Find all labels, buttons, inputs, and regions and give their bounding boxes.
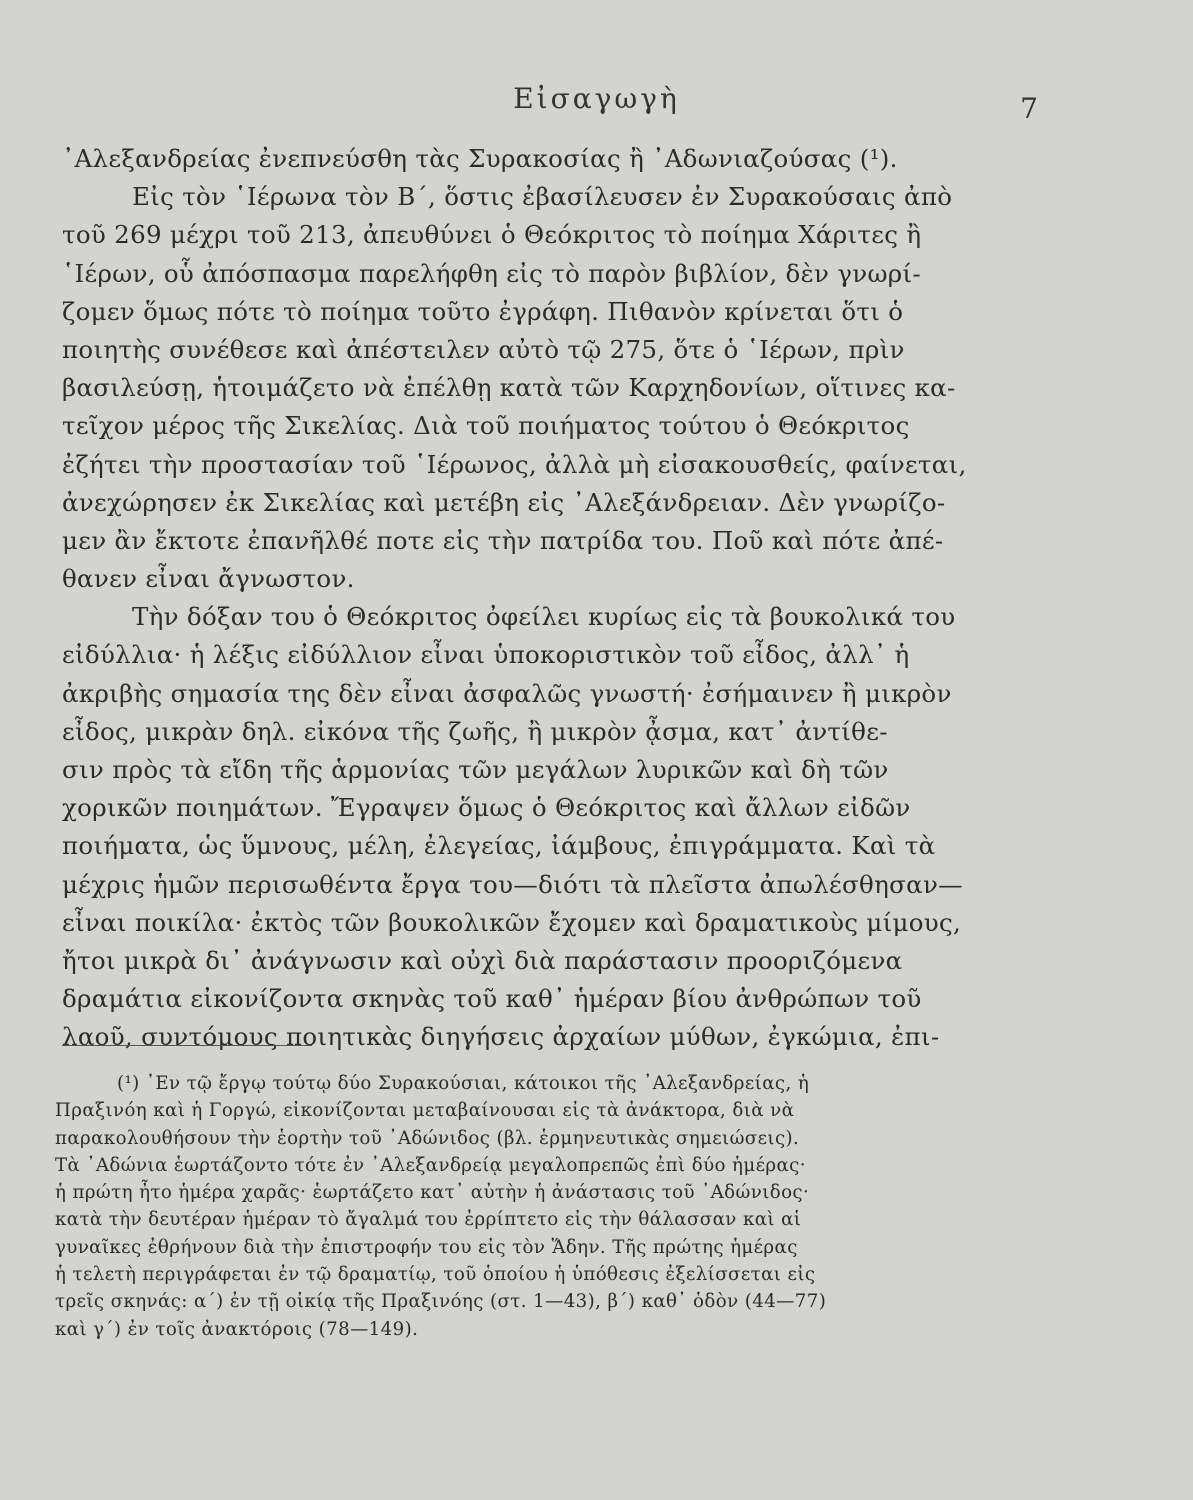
footnotes	[55, 1070, 1030, 1343]
page-number: 7	[1020, 92, 1038, 125]
body-line: χορικῶν ποιημάτων. Ἔγραψεν ὅμως ὁ Θεόκριτος καὶ ἄλλων εἰδῶν	[62, 793, 911, 823]
footnote-divider	[62, 1045, 312, 1046]
body-line: ἤτοι μικρὰ δι᾿ ἀνάγνωσιν καὶ οὐχὶ διὰ παράστασιν προοριζόμενα	[62, 945, 903, 975]
footnote-line: τρεῖς σκηνάς: α΄) ἐν τῇ οἰκίᾳ τῆς Πραξινόης (στ. 1—43), β΄) καθ᾿ ὁδὸν (44—77)	[55, 1291, 827, 1313]
body-line: ἐζήτει τὴν προστασίαν τοῦ ῾Ιέρωνος, ἀλλὰ μὴ εἰσακουσθείς, φαίνεται,	[62, 449, 967, 479]
body-line: εἶδος, μικρὰν δηλ. εἰκόνα τῆς ζωῆς, ἢ μικρὸν ᾆσμα, κατ᾿ ἀντίθε-	[62, 716, 888, 746]
body-line: μέχρις ἡμῶν περισωθέντα ἔργα του—διότι τὰ πλεῖστα ἀπωλέσθησαν—	[62, 869, 963, 899]
running-header: Εἰσαγωγὴ	[513, 82, 680, 115]
body-line: τεῖχον μέρος τῆς Σικελίας. Διὰ τοῦ ποιήματος τούτου ὁ Θεόκριτος	[62, 411, 910, 441]
footnote-line: ἡ τελετὴ περιγράφεται ἐν τῷ δραματίῳ, τοῦ ὁποίου ἡ ὑπόθεσις ἐξελίσσεται εἰς	[55, 1264, 816, 1286]
body-line: δραμάτια εἰκονίζοντα σκηνὰς τοῦ καθ᾿ ἡμέραν βίου ἀνθρώπων τοῦ	[62, 984, 922, 1014]
footnote-line: (¹) ᾿Εν τῷ ἔργῳ τούτῳ δύο Συρακούσιαι, κάτοικοι τῆς ᾿Αλεξανδρείας, ἡ	[117, 1073, 810, 1094]
footnote-line: καὶ γ΄) ἐν τοῖς ἀνακτόροις (78—149).	[55, 1318, 419, 1340]
body-line: ῾Ιέρων, οὗ ἀπόσπασμα παρελήφθη εἰς τὸ παρὸν βιβλίον, δὲν γνωρί-	[62, 258, 921, 288]
body-line: ᾿Αλεξανδρείας ἐνεπνεύσθη τὰς Συρακοσίας ἢ ᾿Αδωνιαζούσας (¹).	[62, 144, 898, 173]
body-line: μεν ἂν ἔκτοτε ἐπανῆλθέ ποτε εἰς τὴν πατρίδα του. Ποῦ καὶ πότε ἀπέ-	[62, 525, 944, 555]
body-text	[62, 140, 1037, 1057]
body-line: ἀνεχώρησεν ἐκ Σικελίας καὶ μετέβη εἰς ᾿Αλεξάνδρειαν. Δὲν γνωρίζο-	[62, 487, 946, 517]
body-line: βασιλεύσῃ, ἡτοιμάζετο νὰ ἐπέλθῃ κατὰ τῶν Καρχηδονίων, οἵτινες κα-	[62, 373, 956, 403]
footnote-line: ἡ πρώτη ἦτο ἡμέρα χαρᾶς· ἑωρτάζετο κατ᾿ αὐτὴν ἡ ἀνάστασις τοῦ ᾿Αδώνιδος·	[55, 1182, 810, 1204]
footnote-line: παρακολουθήσουν τὴν ἑορτὴν τοῦ ᾿Αδώνιδος (βλ. ἑρμηνευτικὰς σημειώσεις).	[55, 1127, 800, 1149]
body-line: ἀκριβὴς σημασία της δὲν εἶναι ἀσφαλῶς γνωστή· ἐσήμαινεν ἢ μικρὸν	[62, 678, 952, 708]
body-line: ζομεν ὅμως πότε τὸ ποίημα τοῦτο ἐγράφη. Πιθανὸν κρίνεται ὅτι ὁ	[62, 296, 904, 326]
body-line: ποιήματα, ὡς ὕμνους, μέλη, ἐλεγείας, ἰάμβους, ἐπιγράμματα. Καὶ τὰ	[62, 831, 936, 861]
body-line: εἰδύλλια· ἡ λέξις εἰδύλλιον εἶναι ὑποκοριστικὸν τοῦ εἶδος, ἀλλ᾿ ἡ	[62, 640, 910, 670]
footnote-line: Πραξινόη καὶ ἡ Γοργώ, εἰκονίζονται μεταβαίνουσαι εἰς τὰ ἀνάκτορα, διὰ νὰ	[55, 1100, 795, 1122]
body-line: Τὴν δόξαν του ὁ Θεόκριτος ὀφείλει κυρίως εἰς τὰ βουκολικά του	[132, 602, 956, 632]
body-line: σιν πρὸς τὰ εἴδη τῆς ἁρμονίας τῶν μεγάλων λυρικῶν καὶ δὴ τῶν	[62, 755, 889, 784]
footnote-line: γυναῖκες ἐθρήνουν διὰ τὴν ἐπιστροφήν του εἰς τὸν Ἅδην. Τῆς πρώτης ἡμέρας	[55, 1236, 798, 1258]
body-line: ποιητὴς συνέθεσε καὶ ἀπέστειλεν αὐτὸ τῷ 275, ὅτε ὁ ῾Ιέρων, πρὶν	[62, 334, 905, 364]
footnote-line: Τὰ ᾿Αδώνια ἑωρτάζοντο τότε ἐν ᾿Αλεξανδρείᾳ μεγαλοπρεπῶς ἐπὶ δύο ἡμέρας·	[55, 1154, 806, 1176]
body-line: εἶναι ποικίλα· ἐκτὸς τῶν βουκολικῶν ἔχομεν καὶ δραματικοὺς μίμους,	[62, 907, 962, 937]
footnote-line: κατὰ τὴν δευτέραν ἡμέραν τὸ ἄγαλμά του ἐρρίπτετο εἰς τὴν θάλασσαν καὶ αἱ	[55, 1209, 802, 1231]
body-line: λαοῦ, συντόμους ποιητικὰς διηγήσεις ἀρχαίων μύθων, ἐγκώμια, ἐπι-	[62, 1022, 940, 1052]
body-line: θανεν εἶναι ἄγνωστον.	[62, 564, 355, 594]
body-line: Εἰς τὸν ῾Ιέρωνα τὸν Β΄, ὅστις ἐβασίλευσεν ἐν Συρακούσαις ἀπὸ	[132, 182, 953, 212]
body-line: τοῦ 269 μέχρι τοῦ 213, ἀπευθύνει ὁ Θεόκριτος τὸ ποίημα Χάριτες ἢ	[62, 220, 922, 250]
